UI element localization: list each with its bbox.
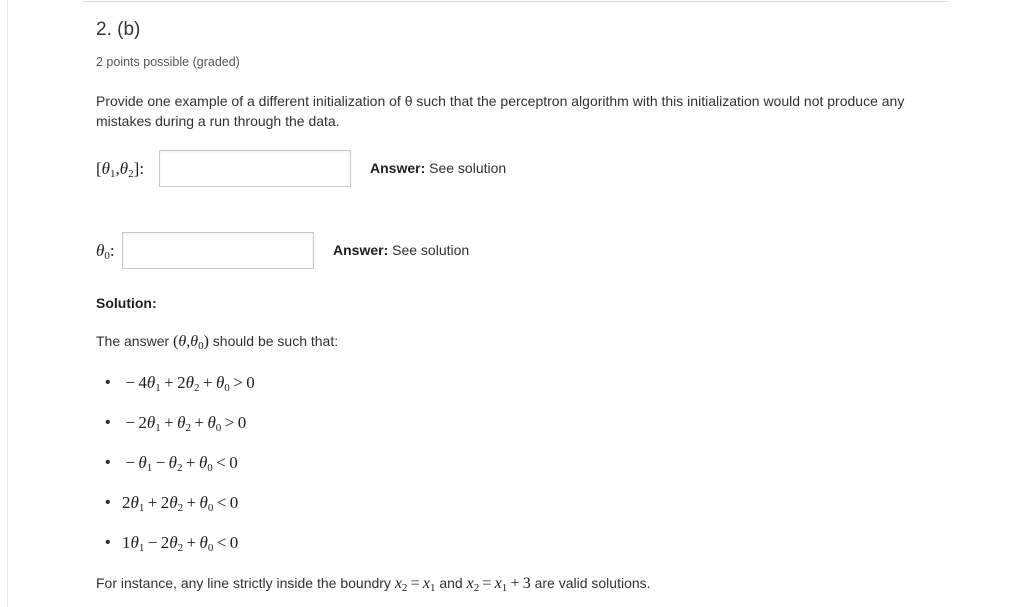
intro-math: $(\theta,\theta_0)$ [173, 333, 209, 352]
inequality-2: − $2\theta_1 + \theta_2 + \theta_0 > 0$ [122, 413, 247, 434]
bullet-marker: • [105, 494, 111, 511]
answer-text: See solution [425, 160, 507, 176]
answer-label: Answer: [370, 160, 426, 176]
inequality-1: − $4\theta_1 + 2\theta_2 + \theta_0 > 0$ [122, 373, 255, 394]
inequality-5: $1\theta_1 - 2\theta_2 + \theta_0 < 0$ [122, 533, 239, 554]
conclusion-and: and [435, 575, 467, 591]
boundary-equation-2: $x_2 = x_1 + 3$ [466, 575, 531, 594]
problem-title: 2. (b) [96, 19, 141, 40]
points-possible: 2 points possible (graded) [96, 55, 240, 69]
solution-intro [96, 333, 338, 351]
theta-zero-label: $\theta_0$: [96, 241, 115, 262]
content-left-border [7, 0, 8, 607]
answer-label: Answer: [333, 242, 389, 258]
bullet-marker: • [105, 454, 111, 471]
solution-conclusion [96, 575, 651, 593]
problem-prompt: Provide one example of a different initialization of θ such that the perceptron algorithm with this initialization would not produce any mistakes during a run through the data. [96, 93, 905, 129]
theta-vector-label: $[\theta_1,\theta_2]$: [96, 159, 145, 180]
inequality-4: $2\theta_1 + 2\theta_2 + \theta_0 < 0$ [122, 493, 239, 514]
theta-vector-answer [370, 160, 506, 176]
bullet-marker: • [105, 414, 111, 431]
theta-zero-input[interactable] [122, 232, 314, 269]
theta-zero-answer [333, 242, 469, 258]
intro-text-end: should be such that: [208, 333, 339, 349]
bullet-marker: • [105, 534, 111, 551]
content-top-divider [82, 1, 948, 2]
boundary-equation-1: $x_2 = x_1$ [394, 575, 436, 594]
conclusion-text-end: are valid solutions. [530, 575, 651, 591]
intro-text: The answer [96, 333, 174, 349]
bullet-marker: • [105, 374, 111, 391]
solution-heading: Solution: [96, 295, 157, 311]
answer-text: See solution [388, 242, 470, 258]
conclusion-text: For instance, any line strictly inside the boundry [96, 575, 395, 591]
inequality-3: − $\theta_1 - \theta_2 + \theta_0 < 0$ [122, 453, 238, 474]
theta-vector-input[interactable] [159, 150, 351, 187]
